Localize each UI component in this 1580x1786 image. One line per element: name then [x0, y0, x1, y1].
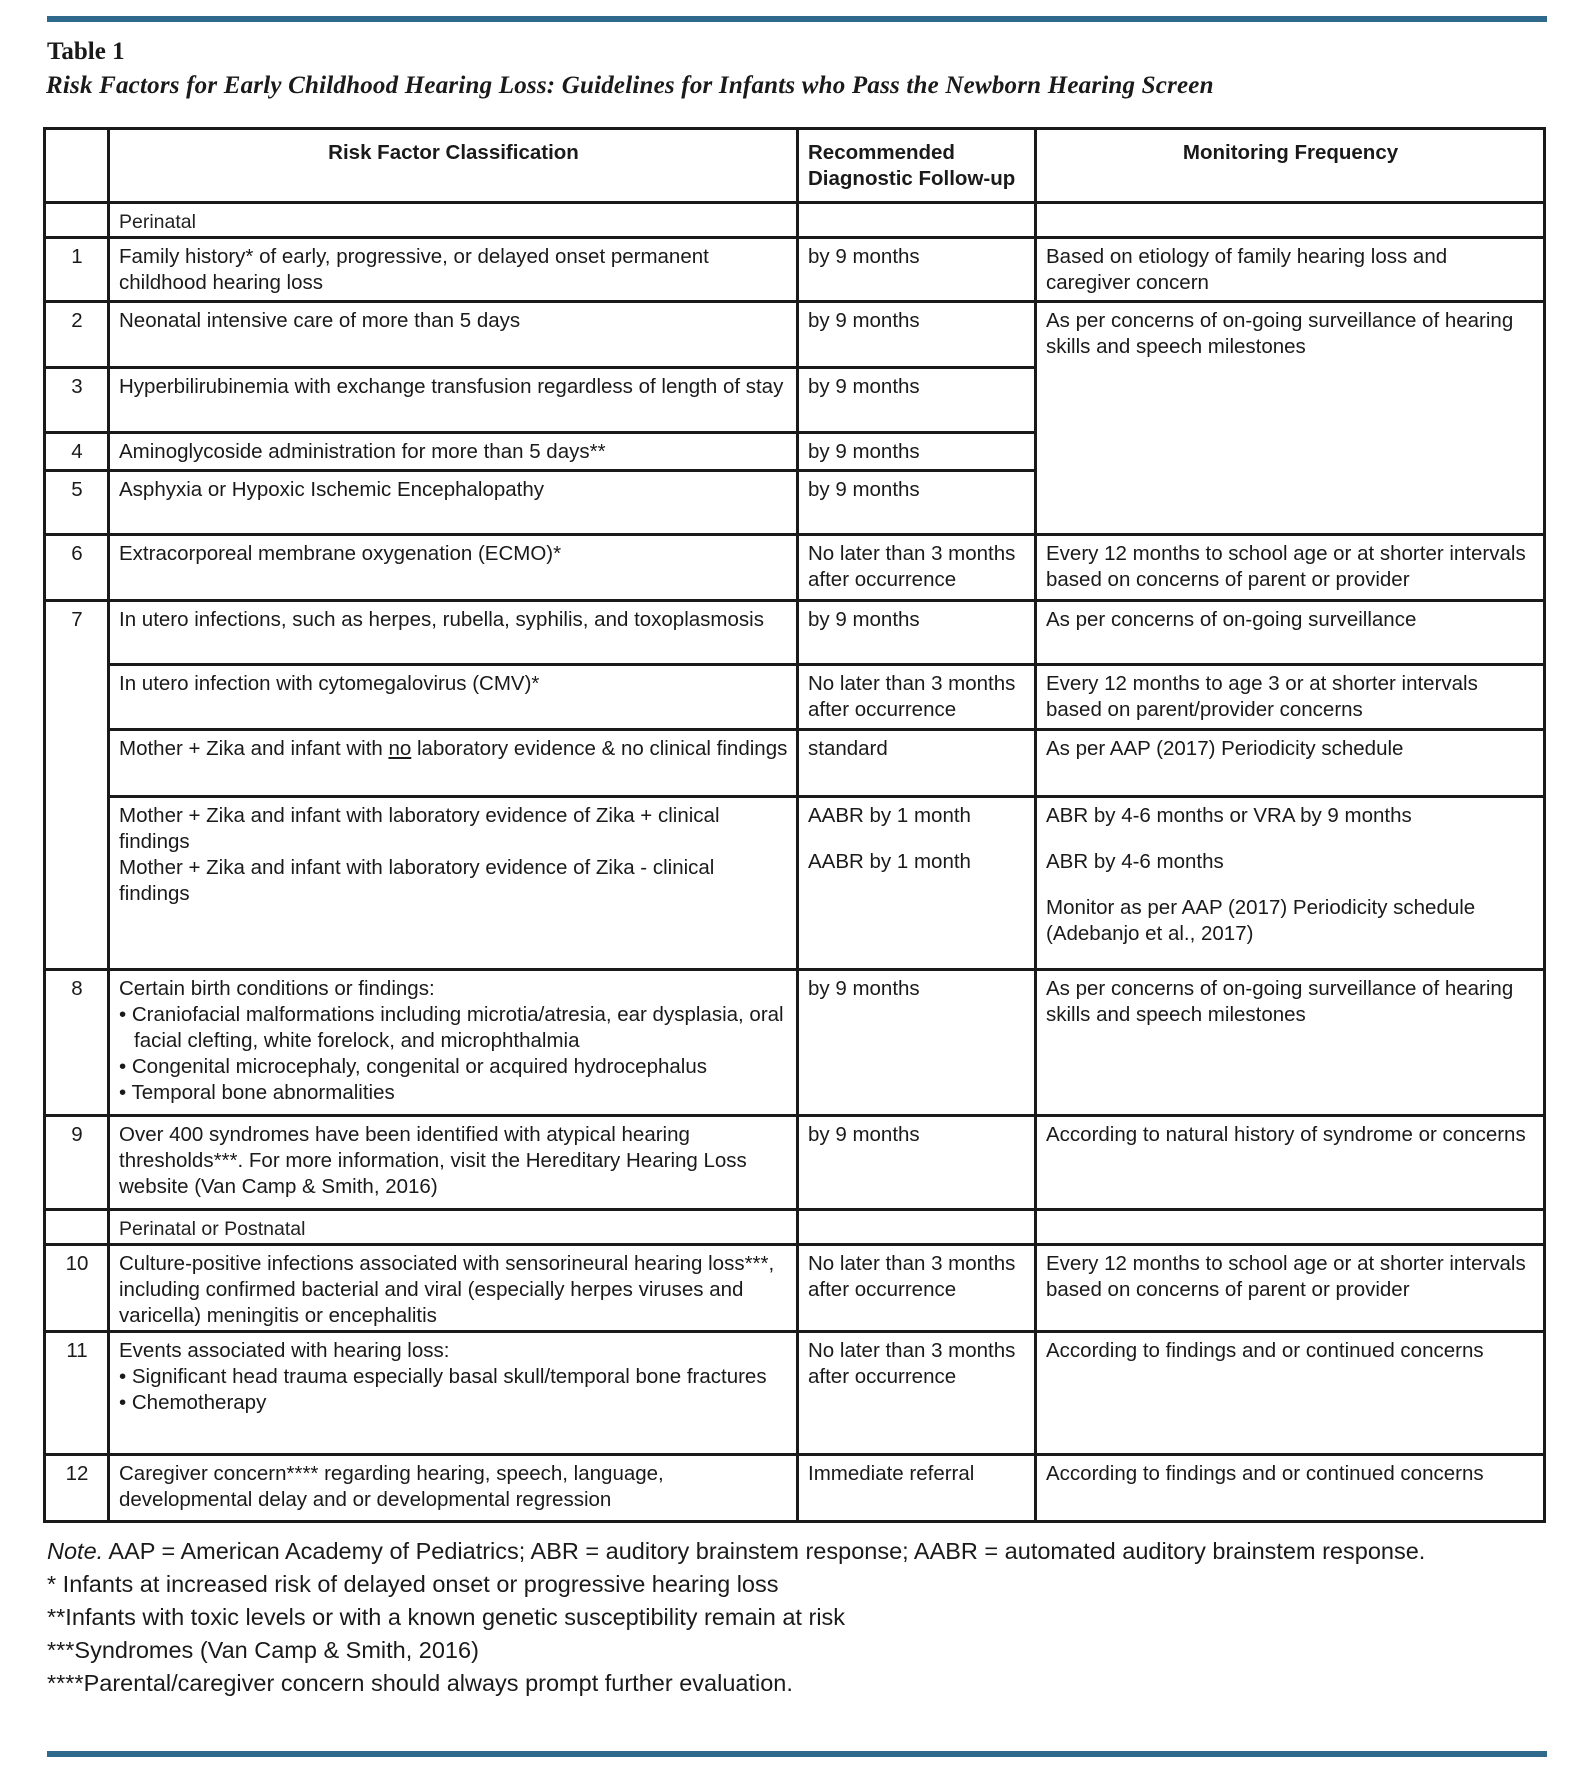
table-row [45, 730, 1545, 797]
table-row [45, 1116, 1545, 1210]
followup-cell: by 9 months [798, 471, 1036, 535]
followup-line: AABR by 1 month [808, 850, 971, 873]
table-row [45, 535, 1545, 601]
followup-cell: No later than 3 months after occurrence [798, 535, 1036, 601]
risk-factor-cell: Family history* of early, progressive, or delayed onset permanent childhood hearing loss [109, 238, 798, 302]
section-empty-cell [1036, 203, 1545, 238]
footnote: * Infants at increased risk of delayed onset or progressive hearing loss [47, 1571, 779, 1597]
followup-line: AABR by 1 month [808, 804, 971, 827]
section-num-empty [45, 203, 109, 238]
header-diagnostic-line1: Recommended [808, 141, 955, 164]
row-number: 8 [45, 970, 109, 1116]
factor-text-post: laboratory evidence & no clinical findings [411, 737, 788, 760]
risk-factor-cell: In utero infection with cytomegalovirus (CMV)* [109, 665, 798, 730]
factor-text-underlined: no [388, 737, 412, 760]
row-number: 9 [45, 1116, 109, 1210]
section-empty-cell [1036, 1210, 1545, 1245]
risk-factor-cell: Hyperbilirubinemia with exchange transfusion regardless of length of stay [109, 368, 798, 433]
section-label: Perinatal [109, 203, 798, 238]
table-row [45, 302, 1545, 368]
row-number: 7 [45, 601, 109, 970]
header-monitoring: Monitoring Frequency [1036, 129, 1545, 203]
followup-cell: by 9 months [798, 601, 1036, 665]
followup-cell: by 9 months [798, 970, 1036, 1116]
table-label: Table 1 [47, 38, 125, 65]
factor-bullet: • Congenital microcephaly, congenital or acquired hydrocephalus [119, 1055, 707, 1078]
followup-cell: standard [798, 730, 1036, 797]
risk-factor-cell [109, 797, 798, 970]
header-classification: Risk Factor Classification [109, 129, 798, 203]
monitoring-cell-merged: As per concerns of on-going surveillance of hearing skills and speech milestones [1036, 302, 1545, 535]
risk-factor-cell: Aminoglycoside administration for more than 5 days** [109, 433, 798, 471]
table-row [45, 601, 1545, 665]
row-number: 5 [45, 471, 109, 535]
row-number: 1 [45, 238, 109, 302]
followup-cell: by 9 months [798, 238, 1036, 302]
top-rule [47, 16, 1547, 22]
followup-cell [798, 797, 1036, 970]
monitoring-cell: Every 12 months to school age or at shorter intervals based on concerns of parent or provider [1036, 1245, 1545, 1332]
factor-bullet: • Craniofacial malformations including microtia/atresia, ear dysplasia, oral facial clefting, white forelock, and microphthalmia [119, 1003, 784, 1052]
risk-factor-cell: Culture-positive infections associated with sensorineural hearing loss***, including confirmed bacterial and viral (especially herpes viruses and varicella) meningitis or encephalitis [109, 1245, 798, 1332]
factor-line: Mother + Zika and infant with laboratory evidence of Zika + clinical findings [119, 804, 720, 853]
section-row-perinatal-postnatal [45, 1210, 1545, 1245]
monitoring-cell: According to natural history of syndrome or concerns [1036, 1116, 1545, 1210]
table-caption: Risk Factors for Early Childhood Hearing Loss: Guidelines for Infants who Pass the Newborn Hearing Screen [46, 72, 1214, 99]
note-text: AAP = American Academy of Pediatrics; ABR = auditory brainstem response; AABR = automated auditory brainstem response. [103, 1538, 1426, 1564]
table-row [45, 1332, 1545, 1455]
row-number: 3 [45, 368, 109, 433]
monitoring-cell: Based on etiology of family hearing loss and caregiver concern [1036, 238, 1545, 302]
risk-factor-table [43, 127, 1546, 1523]
abbreviation-note [47, 1535, 1527, 1568]
risk-factor-cell: In utero infections, such as herpes, rubella, syphilis, and toxoplasmosis [109, 601, 798, 665]
factor-line: Mother + Zika and infant with laboratory evidence of Zika - clinical findings [119, 856, 715, 905]
monitoring-line: Monitor as per AAP (2017) Periodicity schedule (Adebanjo et al., 2017) [1046, 896, 1476, 945]
table-row [45, 970, 1545, 1116]
row-number: 10 [45, 1245, 109, 1332]
followup-cell: by 9 months [798, 1116, 1036, 1210]
row-number: 11 [45, 1332, 109, 1455]
risk-factor-cell [109, 970, 798, 1116]
header-number [45, 129, 109, 203]
row-number: 2 [45, 302, 109, 368]
row-number: 12 [45, 1455, 109, 1522]
header-row [45, 129, 1545, 203]
section-empty-cell [798, 1210, 1036, 1245]
factor-text-pre: Mother + Zika and infant with [119, 737, 389, 760]
factor-bullet: • Temporal bone abnormalities [119, 1081, 395, 1104]
table-row [45, 797, 1545, 970]
spacer [1046, 875, 1535, 895]
monitoring-line: ABR by 4-6 months or VRA by 9 months [1046, 804, 1412, 827]
spacer [808, 829, 1026, 849]
monitoring-cell: As per concerns of on-going surveillance [1036, 601, 1545, 665]
followup-cell: by 9 months [798, 368, 1036, 433]
header-diagnostic [798, 129, 1036, 203]
footnote: ****Parental/caregiver concern should always prompt further evaluation. [47, 1670, 793, 1696]
monitoring-cell: According to findings and or continued concerns [1036, 1332, 1545, 1455]
factor-bullet: • Significant head trauma especially basal skull/temporal bone fractures [119, 1365, 767, 1388]
note-label: Note. [47, 1538, 104, 1564]
risk-factor-cell: Neonatal intensive care of more than 5 days [109, 302, 798, 368]
monitoring-cell: As per AAP (2017) Periodicity schedule [1036, 730, 1545, 797]
footnote: ***Syndromes (Van Camp & Smith, 2016) [47, 1637, 479, 1663]
section-label: Perinatal or Postnatal [109, 1210, 798, 1245]
monitoring-cell: Every 12 months to age 3 or at shorter intervals based on parent/provider concerns [1036, 665, 1545, 730]
section-empty-cell [798, 203, 1036, 238]
risk-factor-cell: Over 400 syndromes have been identified with atypical hearing thresholds***. For more information, visit the Hereditary Hearing Loss website (Van Camp & Smith, 2016) [109, 1116, 798, 1210]
risk-factor-cell: Asphyxia or Hypoxic Ischemic Encephalopathy [109, 471, 798, 535]
monitoring-line: ABR by 4-6 months [1046, 850, 1224, 873]
table-row [45, 1455, 1545, 1522]
followup-cell: No later than 3 months after occurrence [798, 665, 1036, 730]
spacer [1046, 829, 1535, 849]
bottom-rule [47, 1751, 1547, 1757]
risk-factor-cell: Extracorporeal membrane oxygenation (ECMO)* [109, 535, 798, 601]
risk-factor-cell [109, 1332, 798, 1455]
section-num-empty [45, 1210, 109, 1245]
monitoring-cell: As per concerns of on-going surveillance of hearing skills and speech milestones [1036, 970, 1545, 1116]
monitoring-cell: According to findings and or continued concerns [1036, 1455, 1545, 1522]
header-diagnostic-line2: Diagnostic Follow-up [808, 167, 1016, 190]
section-row-perinatal [45, 203, 1545, 238]
row-number: 4 [45, 433, 109, 471]
row-number: 6 [45, 535, 109, 601]
risk-factor-cell [109, 730, 798, 797]
table-row [45, 665, 1545, 730]
followup-cell: No later than 3 months after occurrence [798, 1332, 1036, 1455]
risk-factor-cell: Caregiver concern**** regarding hearing, speech, language, developmental delay and or developmental regression [109, 1455, 798, 1522]
followup-cell: No later than 3 months after occurrence [798, 1245, 1036, 1332]
followup-cell: by 9 months [798, 302, 1036, 368]
factor-intro: Events associated with hearing loss: [119, 1339, 450, 1362]
table-row [45, 1245, 1545, 1332]
followup-cell: Immediate referral [798, 1455, 1036, 1522]
footnote: **Infants with toxic levels or with a known genetic susceptibility remain at risk [47, 1604, 846, 1630]
followup-cell: by 9 months [798, 433, 1036, 471]
monitoring-cell: Every 12 months to school age or at shorter intervals based on concerns of parent or provider [1036, 535, 1545, 601]
table-row [45, 238, 1545, 302]
monitoring-cell [1036, 797, 1545, 970]
factor-intro: Certain birth conditions or findings: [119, 977, 435, 1000]
table-notes [47, 1535, 1527, 1700]
factor-bullet: • Chemotherapy [119, 1391, 267, 1414]
